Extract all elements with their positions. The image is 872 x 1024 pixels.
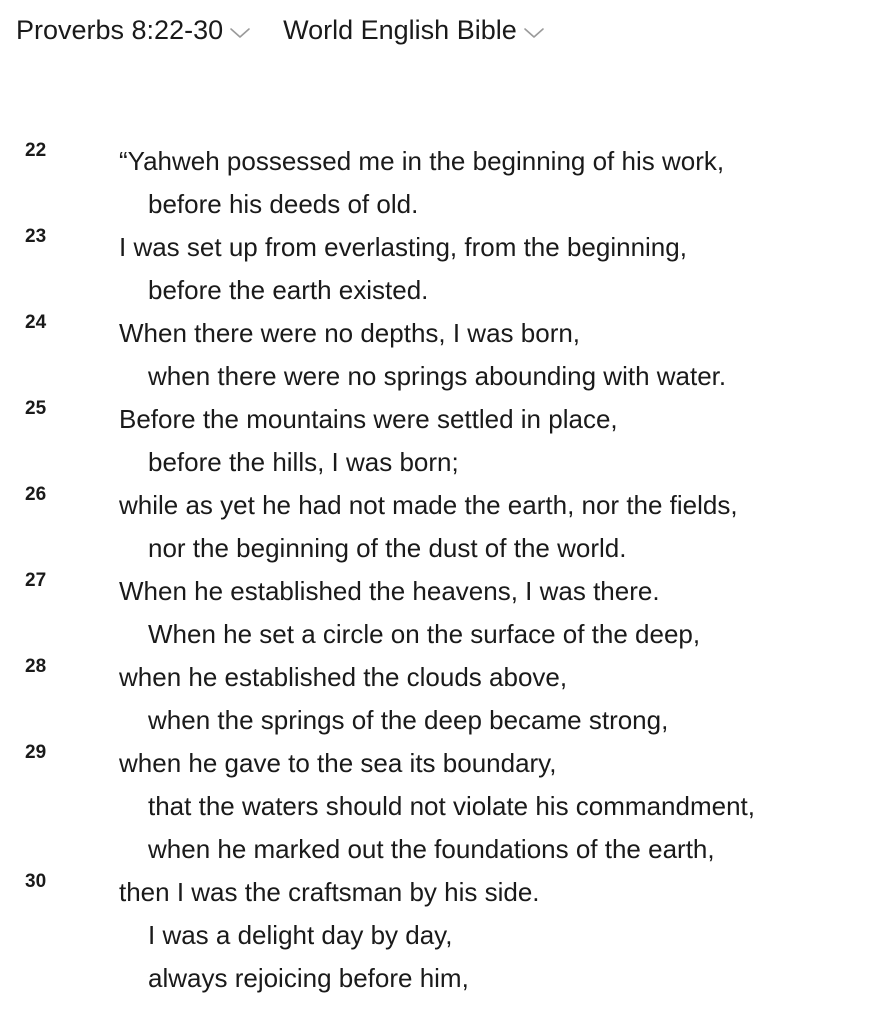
verse-line: nor the beginning of the dust of the world. (148, 533, 627, 563)
verse-line: always rejoicing before him, (148, 963, 469, 993)
verse-number: 24 (25, 312, 47, 333)
verse-line: “Yahweh possessed me in the beginning of his work, (119, 146, 725, 176)
verse (0, 656, 872, 742)
verse (0, 484, 872, 570)
verse (0, 312, 872, 398)
verse (0, 140, 872, 226)
verse (0, 226, 872, 312)
verse-line: when the springs of the deep became strong, (148, 705, 669, 735)
verse-line: before the hills, I was born; (148, 447, 459, 477)
chevron-down-icon (229, 26, 251, 40)
verse-line: before his deeds of old. (148, 189, 419, 219)
verse-line: When there were no depths, I was born, (119, 318, 581, 348)
passage-text (0, 140, 872, 1000)
verse-line: while as yet he had not made the earth, nor the fields, (119, 490, 738, 520)
verse-number: 28 (25, 656, 47, 677)
verse-line: before the earth existed. (148, 275, 429, 305)
verse-number: 25 (25, 398, 47, 419)
chevron-down-icon (523, 26, 545, 40)
verse-number: 22 (25, 140, 47, 161)
verse-line: When he set a circle on the surface of the deep, (148, 619, 701, 649)
verse-number: 23 (25, 226, 47, 247)
passage-toolbar (16, 10, 545, 50)
verse-line: I was set up from everlasting, from the beginning, (119, 232, 687, 262)
verse (0, 398, 872, 484)
verse-number: 27 (25, 570, 47, 591)
version-selector-label: World English Bible (283, 14, 517, 45)
verse-line: when there were no springs abounding with water. (148, 361, 727, 391)
passage-selector[interactable] (16, 15, 251, 46)
verse-line: when he gave to the sea its boundary, (119, 748, 557, 778)
version-selector[interactable] (283, 15, 545, 46)
verse-number: 26 (25, 484, 47, 505)
verse-line: When he established the heavens, I was there. (119, 576, 660, 606)
verse-line: when he established the clouds above, (119, 662, 568, 692)
verse (0, 742, 872, 871)
verse-line: I was a delight day by day, (148, 920, 453, 950)
verse (0, 871, 872, 1000)
verse-line: that the waters should not violate his commandment, (148, 791, 755, 821)
verse (0, 570, 872, 656)
passage-selector-label: Proverbs 8:22-30 (16, 14, 224, 45)
verse-line: Before the mountains were settled in place, (119, 404, 618, 434)
verse-line: then I was the craftsman by his side. (119, 877, 540, 907)
verse-line: when he marked out the foundations of the earth, (148, 834, 715, 864)
verse-number: 30 (25, 871, 47, 892)
verse-number: 29 (25, 742, 47, 763)
